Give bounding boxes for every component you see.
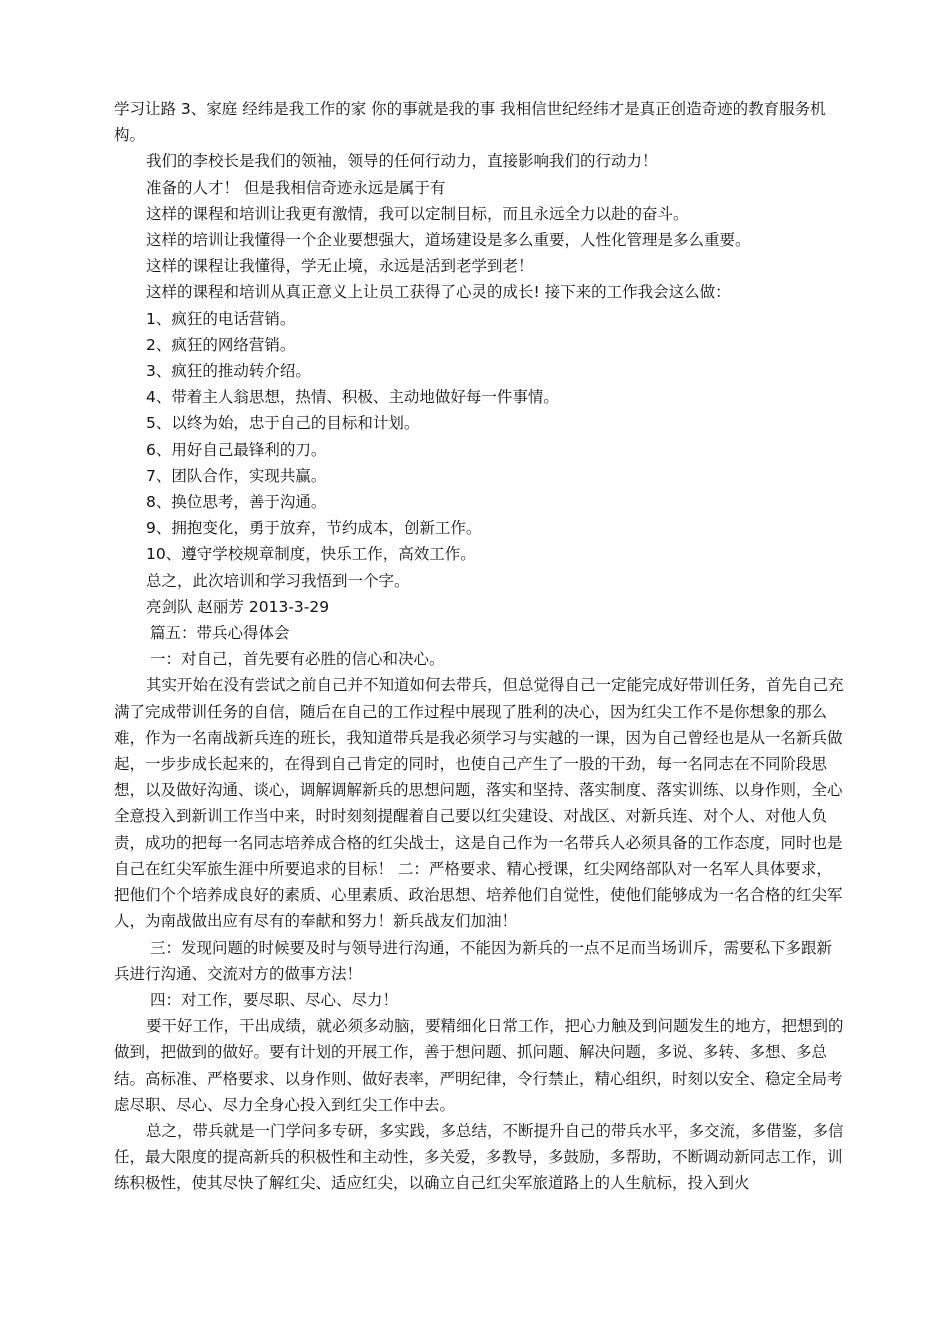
paragraph-intro: 学习让路 3、家庭 经纬是我工作的家 你的事就是我的事 我相信世纪经纬才是真正创造奇迹的教育服务机构。 bbox=[114, 100, 826, 145]
paragraph-principal: 我们的李校长是我们的领袖，领导的任何行动力，直接影响我们的行动力！ bbox=[146, 152, 658, 171]
paragraph-conclusion: 总之，带兵就是一门学问多专研，多实践，多总结，不断提升自己的带兵水平，多交流，多借鉴，多信任，最大限度的提高新兵的积极性和主动性，多关爱，多教导，多鼓励，多帮助，不断调动新同志工作，训练积极性，使其尽快了解红尖、适应红尖，以确立自己红尖军旅道路上的人生航标，投入到火 bbox=[114, 1121, 844, 1193]
list-item: 3、疯狂的推动转介绍。 bbox=[146, 362, 311, 381]
paragraph-body-one: 其实开始在没有尝试之前自己并不知道如何去带兵，但总觉得自己一定能完成好带训任务，首先自己充满了完成带训任务的自信，随后在自己的工作过程中展现了胜利的决心，因为红尖工作不是你想象的那么难，作为一名南战新兵连的班长，我知道带兵是我必须学习与实越的一课，因为自己曾经也是从一名新兵做起，一步步成长起来的，在得到自己肯定的同时，也使自己产生了一股的干劲，每一名同志在不同阶段思想，以及做好沟通、谈心，调解调解新兵的思想问题，落实和坚持、落实制度、落实训练、以身作则，全心全意投入到新训工作当中来，时时刻刻提醒着自己要以红尖建设、对战区、对新兵连、对个人、对他人负责，成功的把每一名同志培养成合格的红尖战士，这是自己作为一名带兵人必须具备的工作态度，同时也是自己在红尖军旅生涯中所要追求的目标！ 二：严格要求、精心授课，红尖网络部队对一名军人具体要求，把他们个个培养成良好的素质、心里素质、政治思想、培养他们自觉性，使他们能够成为一名合格的红尖军人，为南战做出应有尽有的奉献和努力！新兵战友们加油！ bbox=[114, 676, 844, 931]
section-heading: 篇五：带兵心得体会 bbox=[150, 624, 290, 643]
subheading-four: 四：对工作，要尽职、尽心、尽力！ bbox=[150, 990, 399, 1009]
signature-line: 亮剑队 赵丽芳 2013-3-29 bbox=[146, 597, 330, 616]
paragraph-three: 三：发现问题的时候要及时与领导进行沟通，不能因为新兵的一点不足而当场训斥，需要私下多跟新兵进行沟通、交流对方的做事方法！ bbox=[114, 938, 833, 983]
list-item: 5、以终为始，忠于自己的目标和计划。 bbox=[146, 414, 420, 433]
list-item: 2、疯狂的网络营销。 bbox=[146, 335, 296, 354]
paragraph-learning: 这样的课程让我懂得，学无止境，永远是活到老学到老！ bbox=[146, 257, 534, 276]
list-item: 7、团队合作，实现共赢。 bbox=[146, 466, 327, 485]
list-item: 9、拥抱变化，勇于放弃，节约成本，创新工作。 bbox=[146, 519, 482, 538]
list-item: 6、用好自己最锋利的刀。 bbox=[146, 440, 327, 459]
document-page bbox=[114, 96, 844, 1197]
paragraph-enterprise: 这样的培训让我懂得一个企业要想强大，道场建设是多么重要，人性化管理是多么重要。 bbox=[146, 231, 751, 250]
list-item: 10、遵守学校规章制度，快乐工作，高效工作。 bbox=[146, 545, 476, 564]
paragraph-passion: 这样的课程和培训让我更有激情，我可以定制目标，而且永远全力以赴的奋斗。 bbox=[146, 204, 689, 223]
subheading-one: 一：对自己，首先要有必胜的信心和决心。 bbox=[150, 650, 445, 669]
paragraph-growth: 这样的课程和培训从真正意义上让员工获得了心灵的成长! 接下来的工作我会这么做： bbox=[146, 283, 731, 302]
list-item: 1、疯狂的电话营销。 bbox=[146, 309, 296, 328]
list-item: 8、换位思考，善于沟通。 bbox=[146, 493, 327, 512]
paragraph-talent: 准备的人才！ 但是我相信奇迹永远是属于有 bbox=[146, 178, 446, 197]
paragraph-body-four: 要干好工作，干出成绩，就必须多动脑，要精细化日常工作，把心力触及到问题发生的地方，把想到的做到，把做到的做好。要有计划的开展工作，善于想问题、抓问题、解决问题，多说、多转、多想、多总结。高标准、严格要求、以身作则、做好表率，严明纪律，令行禁止，精心组织，时刻以安全、稳定全局考虑尽职、尽心、尽力全身心投入到红尖工作中去。 bbox=[114, 1017, 844, 1114]
paragraph-summary: 总之，此次培训和学习我悟到一个字。 bbox=[146, 571, 410, 590]
list-item: 4、带着主人翁思想，热情、积极、主动地做好每一件事情。 bbox=[146, 388, 559, 407]
